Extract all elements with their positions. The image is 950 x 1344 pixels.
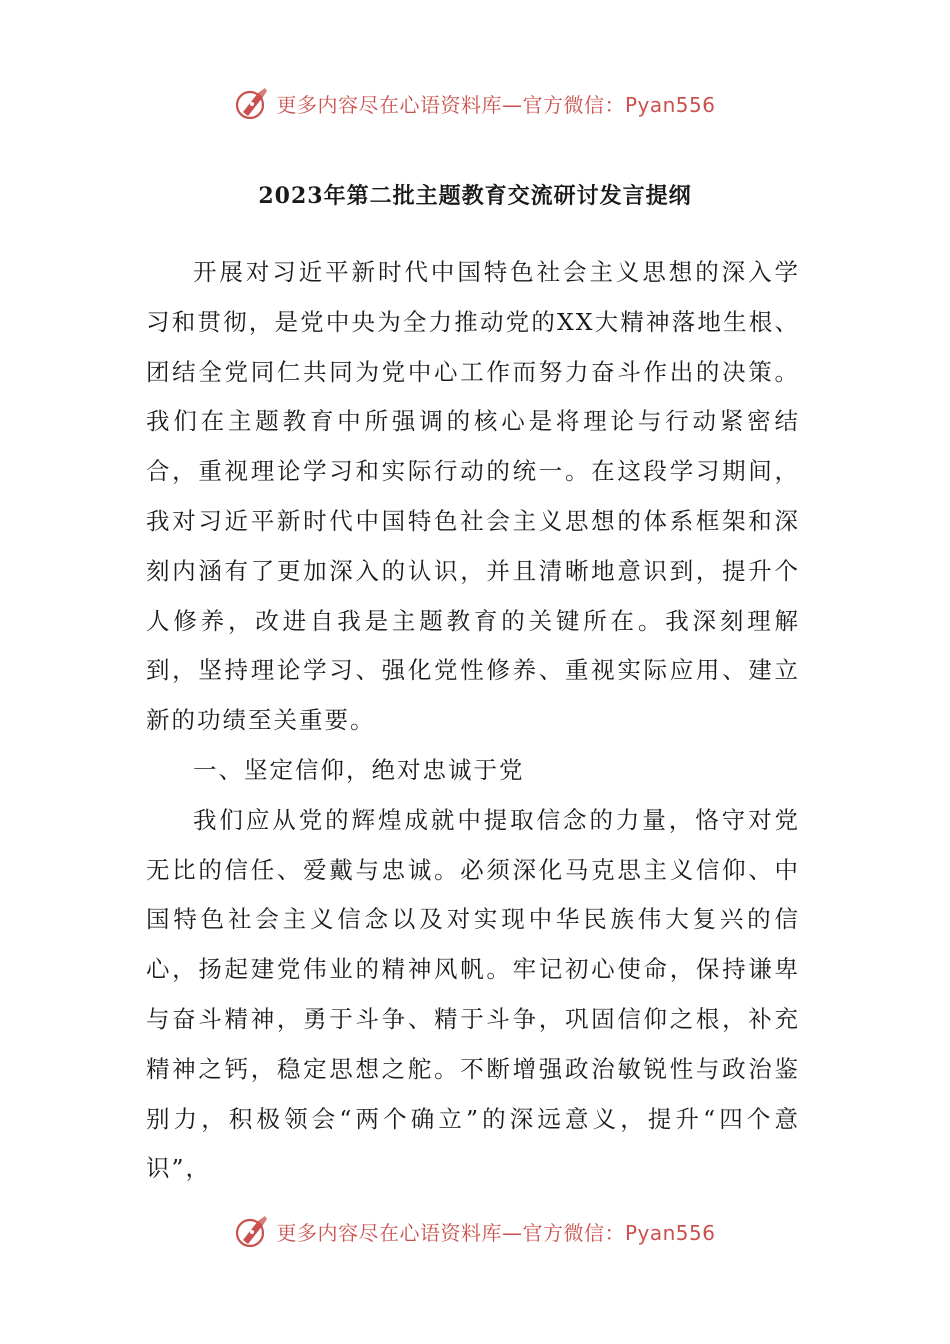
section-heading-1: 一、坚定信仰，绝对忠诚于党 [193, 755, 525, 784]
pen-nib-logo-icon [234, 85, 270, 121]
document-title: 2023年第二批主题教育交流研讨发言提纲 [258, 183, 692, 209]
paragraph-section-1: 我们应从党的辉煌成就中提取信念的力量，恪守对党无比的信任、爱戴与忠诚。必须深化马克思主义信仰、中国特色社会主义信念以及对实现中华民族伟大复兴的信心，扬起建党伟业的精神风帆。牢记初心使命，保持谦卑与奋斗精神，勇于斗争、精于斗争，巩固信仰之根，补充精神之钙，稳定思想之舵。不断增强政治敏锐性与政治鉴别力，积极领会“两个确立”的深远意义，提升“四个意识”， [146, 805, 800, 1183]
watermark-footer [0, 1211, 950, 1251]
watermark-text: 更多内容尽在心语资料库—官方微信：Pyan556 [276, 1220, 716, 1245]
paragraph-intro: 开展对习近平新时代中国特色社会主义思想的深入学习和贯彻，是党中央为全力推动党的XX大精神落地生根、团结全党同仁共同为党中心工作而努力奋斗作出的决策。我们在主题教育中所强调的核心是将理论与行动紧密结合，重视理论学习和实际行动的统一。在这段学习期间，我对习近平新时代中国特色社会主义思想的体系框架和深刻内涵有了更加深入的认识，并且清晰地意识到，提升个人修养，改进自我是主题教育的关键所在。我深刻理解到，坚持理论学习、强化党性修养、重视实际应用、建立新的功绩至关重要。 [146, 258, 800, 735]
pen-nib-logo-icon [234, 1213, 270, 1249]
watermark-header [0, 83, 950, 123]
document-body [146, 248, 800, 1194]
watermark-text: 更多内容尽在心语资料库—官方微信：Pyan556 [276, 92, 716, 117]
